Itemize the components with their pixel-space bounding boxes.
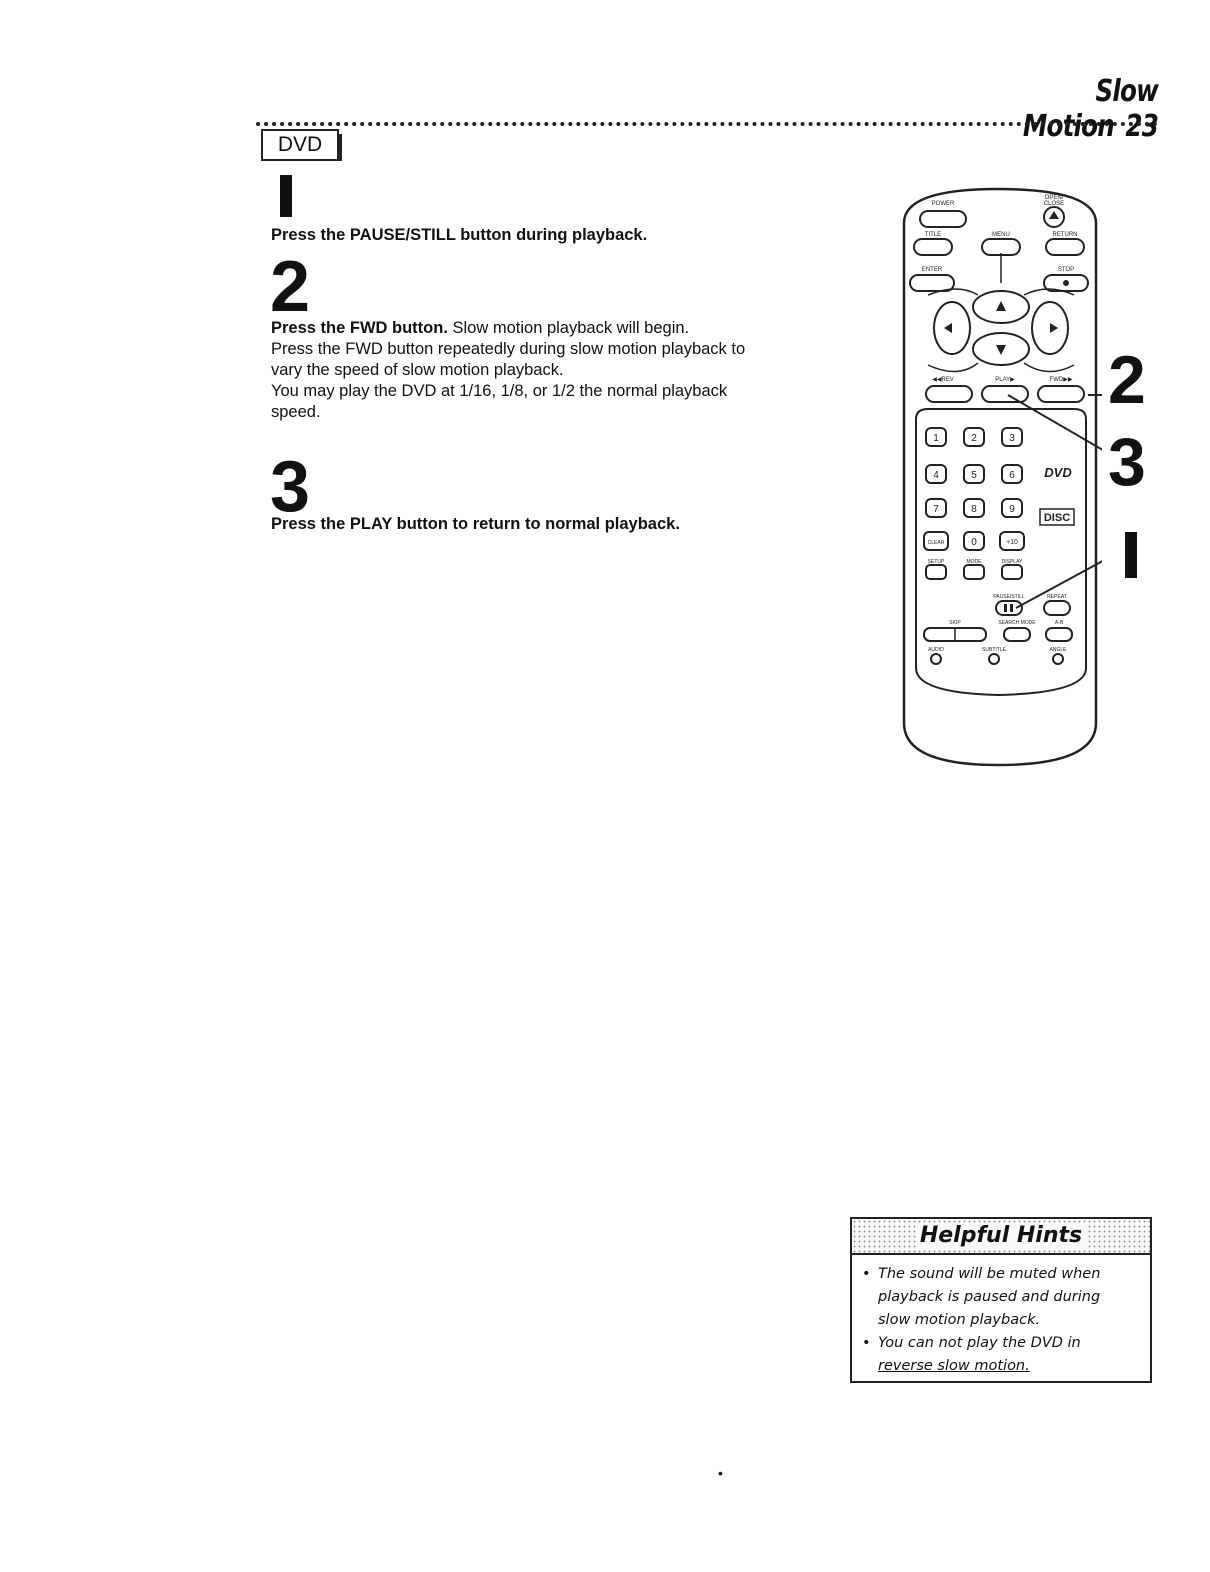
svg-text:CLEAR: CLEAR	[927, 540, 945, 546]
helpful-hints-box	[850, 1217, 1152, 1383]
svg-text:DISC: DISC	[1043, 512, 1071, 524]
svg-text:MENU: MENU	[992, 232, 1010, 238]
power-button	[920, 211, 966, 227]
hint-item	[862, 1332, 1150, 1378]
hint-item	[862, 1263, 1150, 1332]
svg-text:TITLE: TITLE	[924, 232, 942, 238]
svg-text:FWD▶▶: FWD▶▶	[1049, 377, 1073, 383]
callout-2: 2	[1108, 342, 1146, 418]
page-header	[986, 74, 1158, 144]
svg-text:SETUP: SETUP	[927, 559, 945, 565]
hint-line: You can not play the DVD in	[878, 1335, 1081, 1351]
step-2-line: You may play the DVD at 1/16, 1/8, or 1/2 the normal playback	[271, 382, 728, 400]
svg-text:0: 0	[971, 537, 977, 548]
svg-text:DISPLAY: DISPLAY	[1001, 559, 1023, 565]
svg-text:4: 4	[933, 470, 939, 481]
scan-mark: •	[718, 1465, 723, 1481]
hints-list	[852, 1263, 1150, 1378]
svg-text:MODE: MODE	[966, 559, 982, 565]
step-1-instruction: Press the PAUSE/STILL button during playback.	[271, 226, 648, 244]
svg-text:SUBTITLE: SUBTITLE	[982, 647, 1006, 653]
svg-text:8: 8	[971, 504, 977, 515]
svg-text:◀◀REV: ◀◀REV	[932, 377, 954, 383]
step-3-number: 3	[270, 447, 311, 527]
svg-text:POWER: POWER	[931, 201, 955, 207]
svg-text:3: 3	[1009, 433, 1015, 444]
svg-text:AUDIO: AUDIO	[928, 647, 944, 653]
svg-text:DVD: DVD	[1044, 465, 1072, 480]
step-2-text	[271, 318, 831, 423]
svg-text:RETURN: RETURN	[1052, 232, 1078, 238]
page-title: Slow Motion	[1022, 74, 1158, 144]
step-3-text	[271, 514, 831, 535]
hint-line: reverse slow motion.	[878, 1358, 1030, 1374]
svg-text:6: 6	[1009, 470, 1015, 481]
step-2-number: 2	[270, 247, 311, 327]
dvd-badge: DVD	[261, 129, 339, 161]
step-2-line: vary the speed of slow motion playback.	[271, 361, 564, 379]
svg-text:A-B: A-B	[1054, 620, 1064, 626]
hints-title: Helpful Hints	[916, 1223, 1086, 1248]
svg-text:SKIP: SKIP	[949, 620, 961, 626]
svg-text:1: 1	[933, 433, 939, 444]
callout-3: 3	[1108, 424, 1146, 500]
step-1-text	[271, 225, 831, 246]
svg-text:STOP: STOP	[1057, 267, 1075, 273]
svg-text:SEARCH MODE: SEARCH MODE	[998, 620, 1036, 626]
step-2-line: Press the FWD button repeatedly during slow motion playback to	[271, 340, 746, 358]
hint-line: The sound will be muted when	[878, 1266, 1101, 1282]
hint-line: slow motion playback.	[878, 1312, 1041, 1328]
callout-1	[1125, 532, 1137, 578]
step-2-instruction: Press the FWD button.	[271, 319, 448, 337]
remote-control-illustration	[898, 183, 1102, 768]
svg-text:PAUSE/STILL: PAUSE/STILL	[993, 594, 1025, 600]
step-2-line: speed.	[271, 403, 321, 421]
svg-text:ENTER: ENTER	[921, 267, 943, 273]
svg-text:PLAY▶: PLAY▶	[995, 377, 1015, 383]
svg-text:CLOSE: CLOSE	[1043, 201, 1065, 207]
svg-text:+10: +10	[1006, 539, 1018, 546]
page-number: 23	[1125, 109, 1158, 144]
svg-text:2: 2	[971, 433, 977, 444]
svg-text:5: 5	[971, 470, 977, 481]
dotted-divider	[256, 122, 1158, 126]
hints-header	[852, 1219, 1150, 1255]
callout-1-bar	[1125, 532, 1137, 578]
svg-text:7: 7	[933, 504, 939, 515]
svg-text:OPEN/: OPEN/	[1044, 195, 1064, 201]
step-3-instruction: Press the PLAY button to return to normal playback.	[271, 515, 680, 533]
hint-line: playback is paused and during	[878, 1289, 1101, 1305]
svg-text:REPEAT: REPEAT	[1047, 594, 1067, 600]
svg-text:9: 9	[1009, 504, 1015, 515]
svg-text:ANGLE: ANGLE	[1049, 647, 1067, 653]
step-2-rest: Slow motion playback will begin.	[447, 319, 690, 337]
